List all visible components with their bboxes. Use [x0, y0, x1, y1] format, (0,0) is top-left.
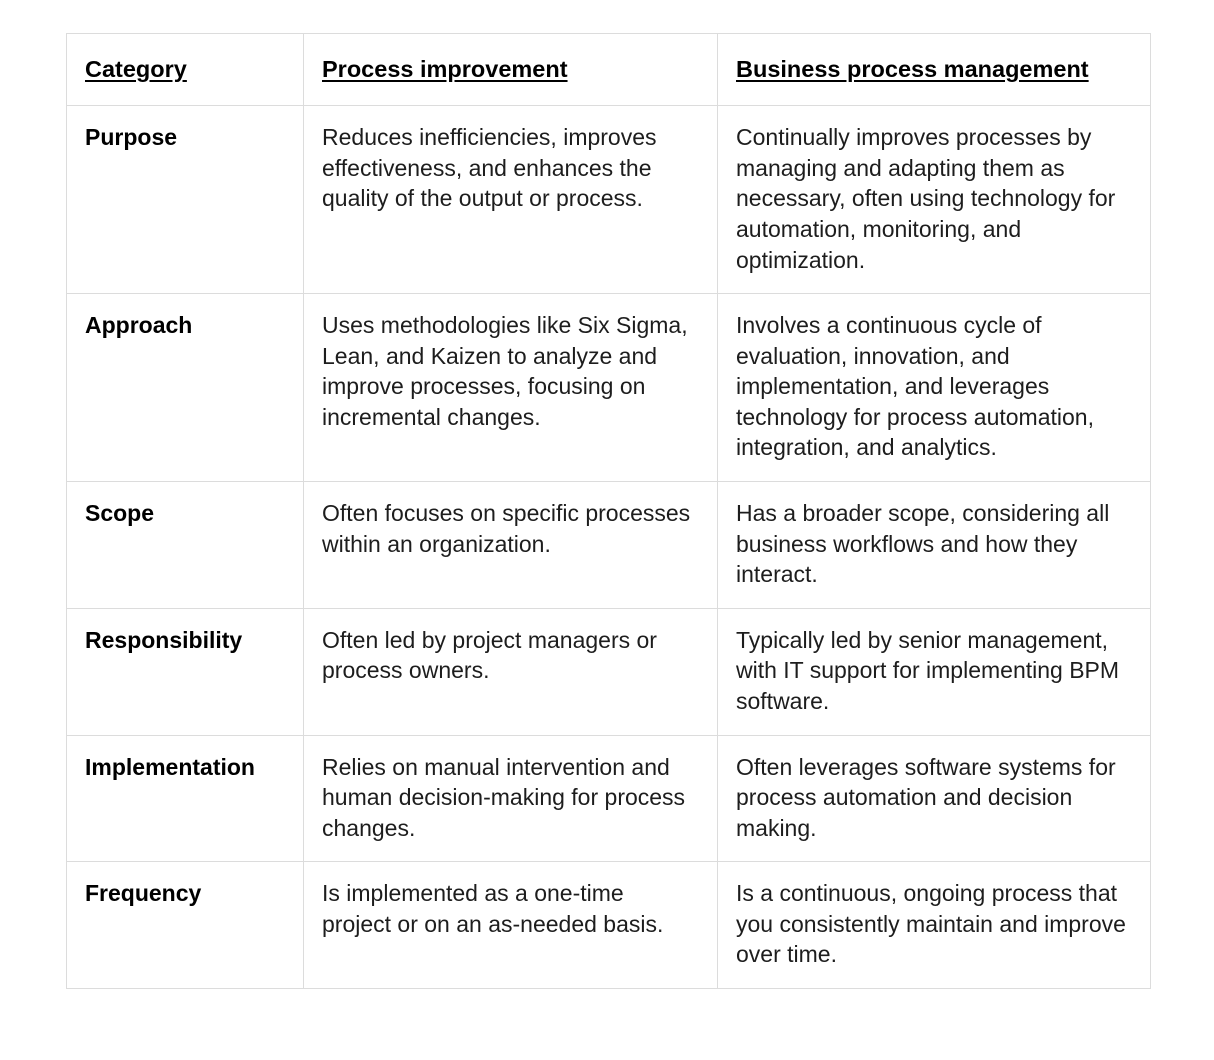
cell-bpm: Often leverages software systems for process automation and decision making. [718, 735, 1151, 862]
table-row [67, 862, 1151, 989]
column-header-process-improvement [304, 34, 718, 106]
cell-process-improvement: Reduces inefficiencies, improves effectiveness, and enhances the quality of the output or process. [304, 106, 718, 294]
column-header-category [67, 34, 304, 106]
cell-process-improvement: Often led by project managers or process owners. [304, 608, 718, 735]
table-row [67, 294, 1151, 482]
cell-process-improvement: Often focuses on specific processes within an organization. [304, 482, 718, 609]
row-category-label: Frequency [67, 862, 304, 989]
cell-process-improvement: Is implemented as a one-time project or on an as-needed basis. [304, 862, 718, 989]
row-category-label: Purpose [67, 106, 304, 294]
table-row [67, 608, 1151, 735]
cell-process-improvement: Uses methodologies like Six Sigma, Lean, and Kaizen to analyze and improve processes, focusing on incremental changes. [304, 294, 718, 482]
cell-bpm: Continually improves processes by managing and adapting them as necessary, often using technology for automation, monitoring, and optimization. [718, 106, 1151, 294]
table-row [67, 735, 1151, 862]
table-body [67, 106, 1151, 989]
column-header-bpm [718, 34, 1151, 106]
table-row [67, 482, 1151, 609]
table-header [67, 34, 1151, 106]
cell-bpm: Is a continuous, ongoing process that you consistently maintain and improve over time. [718, 862, 1151, 989]
column-header-process-improvement-label: Process improvement [322, 56, 568, 82]
table-row [67, 106, 1151, 294]
column-header-category-label: Category [85, 56, 187, 82]
cell-bpm: Has a broader scope, considering all business workflows and how they interact. [718, 482, 1151, 609]
comparison-table [66, 33, 1151, 989]
cell-process-improvement: Relies on manual intervention and human decision-making for process changes. [304, 735, 718, 862]
cell-bpm: Involves a continuous cycle of evaluation, innovation, and implementation, and leverages technology for process automation, integration, and analytics. [718, 294, 1151, 482]
row-category-label: Responsibility [67, 608, 304, 735]
row-category-label: Scope [67, 482, 304, 609]
table-header-row [67, 34, 1151, 106]
row-category-label: Implementation [67, 735, 304, 862]
row-category-label: Approach [67, 294, 304, 482]
cell-bpm: Typically led by senior management, with IT support for implementing BPM software. [718, 608, 1151, 735]
column-header-bpm-label: Business process management [736, 56, 1089, 82]
